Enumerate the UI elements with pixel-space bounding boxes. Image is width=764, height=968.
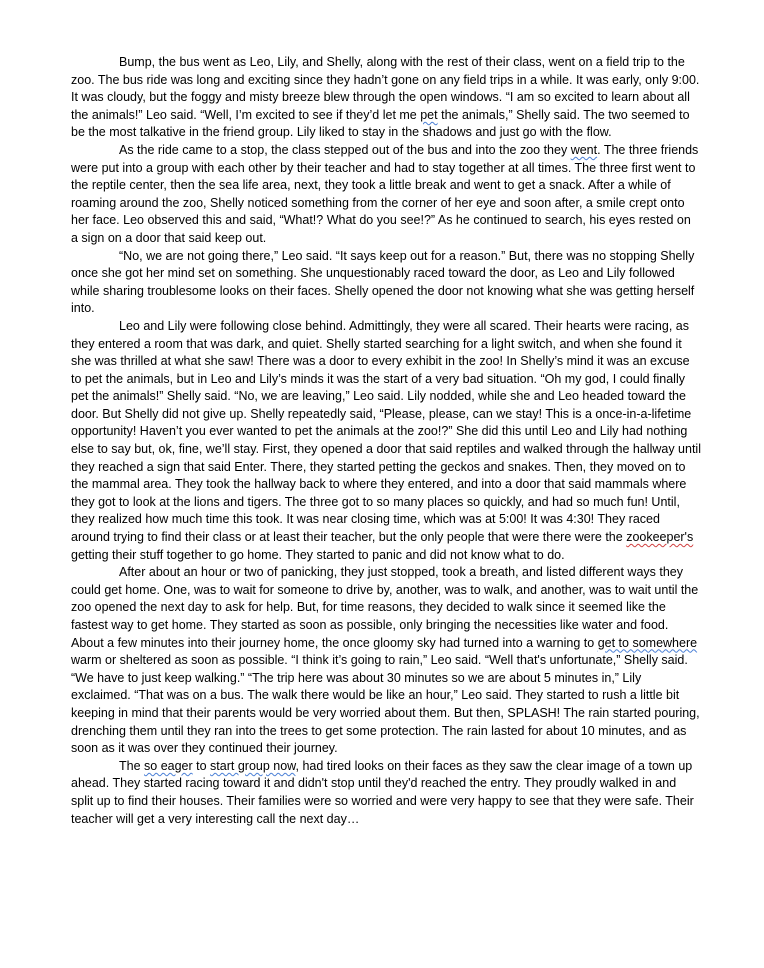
text-run: the animals,” Shelly said. The two seemed to be the most talkative in the friend group. Lily liked to stay in the shadows and just go with the flow. [71,107,690,140]
paragraph-4 [71,318,701,564]
text-run: getting their stuff together to go home. They started to panic and did not know what to do. [71,547,565,562]
paragraph-1 [71,54,701,142]
grammar-suggestion: start group now [210,758,296,773]
text-run: warm or sheltered as soon as possible. “I think it’s going to rain,” Leo said. “Well that's unfortunate,” Shelly said. “We have to just keep walking.” “The trip here was about 30 minutes so we are about 5 minutes in,” Lily exclaimed. “That was on a bus. The walk there would be like an hour,” Leo said. They started to rush a little bit keeping in mind that their parents would be very worried about them. But then, SPLASH! The rain started pouring, drenching them until they ran into the trees to get some protection. The rain lasted for about 10 minutes, and as soon as it was over they continued their journey. [71,653,700,756]
grammar-suggestion: went [570,142,598,157]
text-run: Bump, the bus went as Leo, Lily, and Shelly, along with the rest of their class, went on a field trip to the zoo. The bus ride was long and exciting since they hadn’t gone on any field trips in a while. It was early, only 9:00. It was cloudy, but the foggy and misty breeze blew through the open windows. “I am so excited to learn about all the animals!” Leo said. “Well, I’m excited to see if they’d let me [71,55,700,122]
paragraph-5 [71,564,701,758]
text-run: “No, we are not going there,” Leo said. “It says keep out for a reason.” But, there was no stopping Shelly once she got her mind set on something. She unquestionably raced toward the door, as Leo and Lily followed while sharing troublesome looks on their faces. Shelly opened the door not knowing what she was getting herself into. [71,248,695,316]
paragraph-2 [71,142,701,248]
text-run: . The three friends were put into a group with each other by their teacher and had to stay together at all times. The three first went to the reptile center, then the sea life area, next, they took a little break and went to get a snack. After a while of roaming around the zoo, Shelly noticed something from the corner of her eye and soon after, a smile crept onto her face. Leo observed this and said, “What!? What do you see!?” As he continued to search, his eyes rested on a sign on a door that said keep out. [71,142,699,245]
text-run: Leo and Lily were following close behind. Admittingly, they were all scared. Their hearts were racing, as they entered a room that was dark, and quiet. Shelly started searching for a light switch, and when she found it she was thrilled at what she saw! There was a door to every exhibit in the zoo! In Shelly’s mind it was an excuse to pet the animals, but in Leo and Lily’s minds it was the start of a very bad situation. “Oh my god, I could finally pet the animals!” Shelly said. “No, we are leaving,” Leo said. Lily nodded, while she and Leo headed toward the door. But Shelly did not give up. Shelly repeatedly said, “Please, please, can we stay! This is a once-in-a-lifetime opportunity! Haven’t you ever wanted to pet the animals at the zoo!?” She did this until Leo and Lily had nothing else to say but, ok, fine, we’ll stay. First, they opened a door that said reptiles and walked through the hallway until they reached a sign that said Enter. There, they started petting the geckos and snakes. Then, they moved on to the mammal area. They took the hallway back to where they entered, and into a door that said mammals where they got to look at the lions and tigers. The three got to so many places so quickly, and had so much fun! Until, they realized how much time this took. It was near closing time, which was at 5:00! It was 4:30! They raced around trying to find their class or at least their teacher, but the only people that were there were the [71,318,701,545]
text-run: As the ride came to a stop, the class stepped out of the bus and into the zoo they [119,142,571,157]
paragraph-6 [71,758,701,828]
paragraph-3 [71,248,701,318]
document-body [71,54,701,828]
text-run: The [119,758,145,773]
text-run: , had tired looks on their faces as they saw the clear image of a town up ahead. They started racing toward it and didn't stop until they'd reached the entry. They proudly walked in and split up to find their houses. Their families were so worried and were very happy to see that they were safe. Their teacher will get a very interesting call the next day… [71,758,694,826]
text-run: After about an hour or two of panicking, they just stopped, took a breath, and listed different ways they could get home. One, was to wait for someone to drive by, another, was to walk, and another, was to wait until the zoo opened the next day to ask for help. But, for time reasons, they decided to walk since it seemed like the fastest way to get home. They started as soon as possible, only bringing the necessities like water and food. About a few minutes into their journey home, the once gloomy sky had turned into a warning to [71,565,699,650]
grammar-suggestion: so eager [144,758,193,773]
spelling-suggestion: zookeeper's [626,530,694,545]
grammar-suggestion: pet [420,107,438,122]
text-run: to [192,758,211,773]
grammar-suggestion: get to somewhere [597,635,698,650]
